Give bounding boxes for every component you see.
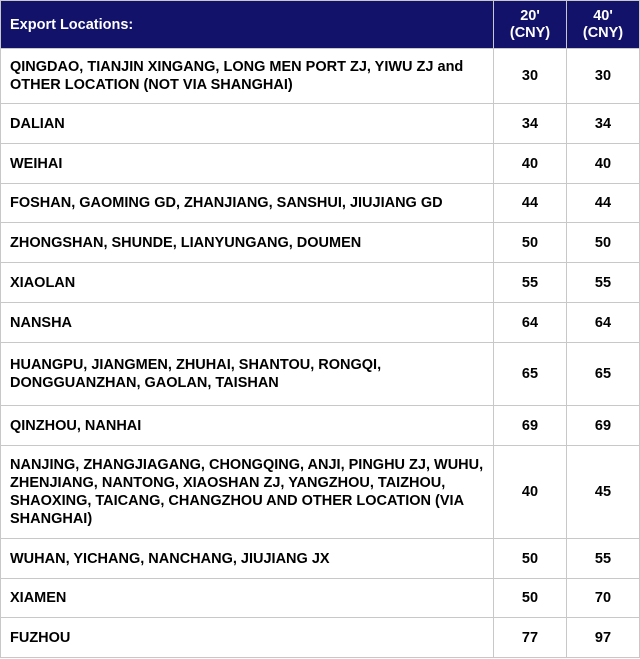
rate-40ft-cell: 70 [567, 579, 640, 618]
location-cell: WUHAN, YICHANG, NANCHANG, JIUJIANG JX [1, 539, 494, 579]
rate-20ft-cell: 44 [494, 184, 567, 223]
rate-40ft-cell: 97 [567, 618, 640, 658]
table-row [1, 618, 640, 658]
table-row [1, 184, 640, 223]
location-cell: ZHONGSHAN, SHUNDE, LIANYUNGANG, DOUMEN [1, 223, 494, 263]
table-row [1, 446, 640, 539]
rate-40ft-cell: 64 [567, 303, 640, 343]
rate-40ft-cell: 50 [567, 223, 640, 263]
rate-20ft-cell: 55 [494, 263, 567, 303]
rate-40ft-cell: 44 [567, 184, 640, 223]
rate-20ft-cell: 50 [494, 539, 567, 579]
table-row [1, 539, 640, 579]
table-row [1, 104, 640, 144]
location-cell: WEIHAI [1, 144, 494, 184]
rate-20ft-cell: 34 [494, 104, 567, 144]
rate-40ft-cell: 45 [567, 446, 640, 539]
location-cell: XIAOLAN [1, 263, 494, 303]
rate-40ft-cell: 69 [567, 406, 640, 446]
location-cell: FUZHOU [1, 618, 494, 658]
rate-20ft-cell: 77 [494, 618, 567, 658]
table-row [1, 49, 640, 104]
table-row [1, 303, 640, 343]
header-40ft-cny [567, 1, 640, 49]
rate-20ft-cell: 40 [494, 144, 567, 184]
header-40ft-label: 40' [593, 7, 613, 24]
rate-40ft-cell: 34 [567, 104, 640, 144]
location-cell: XIAMEN [1, 579, 494, 618]
table-header-row [1, 1, 640, 49]
rate-20ft-cell: 30 [494, 49, 567, 104]
table-row [1, 263, 640, 303]
table-row [1, 343, 640, 406]
header-40ft-currency: (CNY) [582, 24, 624, 41]
rate-20ft-cell: 64 [494, 303, 567, 343]
location-cell: QINZHOU, NANHAI [1, 406, 494, 446]
header-20ft-currency: (CNY) [509, 24, 551, 41]
rate-40ft-cell: 55 [567, 263, 640, 303]
location-cell: FOSHAN, GAOMING GD, ZHANJIANG, SANSHUI, JIUJIANG GD [1, 184, 494, 223]
rate-40ft-cell: 30 [567, 49, 640, 104]
rate-20ft-cell: 69 [494, 406, 567, 446]
header-export-locations: Export Locations: [1, 1, 494, 49]
table-row [1, 223, 640, 263]
table-row [1, 144, 640, 184]
rate-20ft-cell: 50 [494, 223, 567, 263]
location-cell: NANJING, ZHANGJIAGANG, CHONGQING, ANJI, PINGHU ZJ, WUHU, ZHENJIANG, NANTONG, XIAOSHAN ZJ, YANGZHOU, TAIZHOU, SHAOXING, TAICANG, CHANGZHOU AND OTHER LOCATION (VIA SHANGHAI) [1, 446, 494, 539]
rate-20ft-cell: 50 [494, 579, 567, 618]
rate-20ft-cell: 65 [494, 343, 567, 406]
location-cell: QINGDAO, TIANJIN XINGANG, LONG MEN PORT ZJ, YIWU ZJ and OTHER LOCATION (NOT VIA SHANGHAI) [1, 49, 494, 104]
location-cell: HUANGPU, JIANGMEN, ZHUHAI, SHANTOU, RONGQI, DONGGUANZHAN, GAOLAN, TAISHAN [1, 343, 494, 406]
rate-20ft-cell: 40 [494, 446, 567, 539]
header-20ft-cny [494, 1, 567, 49]
rate-40ft-cell: 40 [567, 144, 640, 184]
rate-40ft-cell: 55 [567, 539, 640, 579]
table-row [1, 406, 640, 446]
header-20ft-label: 20' [520, 7, 540, 24]
location-cell: DALIAN [1, 104, 494, 144]
table-row [1, 579, 640, 618]
location-cell: NANSHA [1, 303, 494, 343]
rate-40ft-cell: 65 [567, 343, 640, 406]
